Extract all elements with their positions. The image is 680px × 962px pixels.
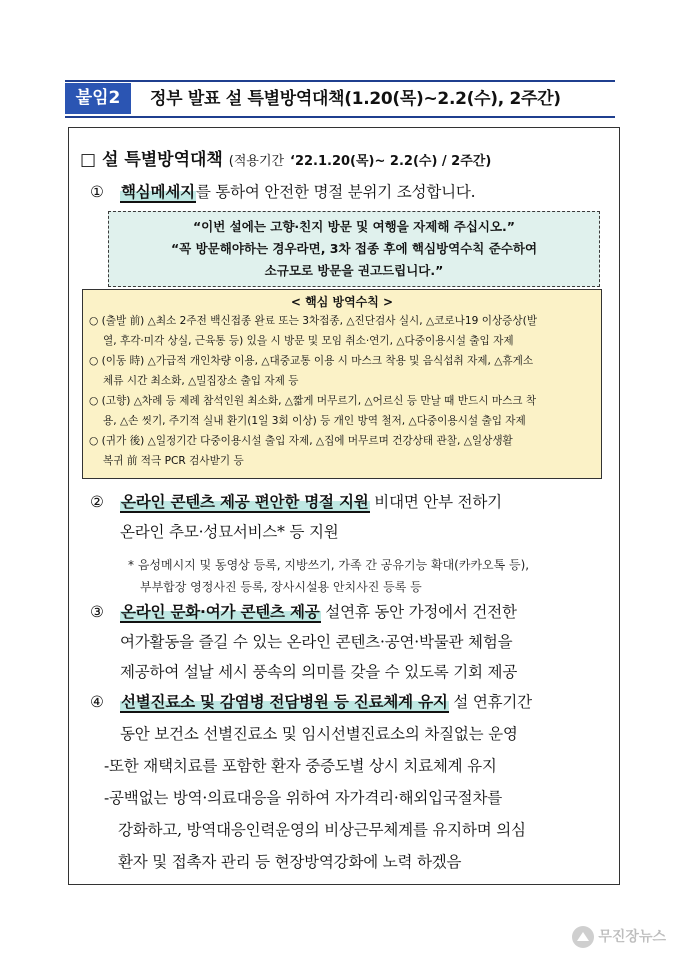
item-4-cont-2: -또한 재택치료를 포함한 환자 중증도별 상시 치료체계 유지 [104,757,497,775]
rule-travel-cont: 체류 시간 최소화, △밀집장소 출입 자제 등 [103,375,299,387]
quote-line-2: “꼭 방문해야하는 경우라면, 3차 접종 후에 핵심방역수칙 준수하여 [170,241,538,256]
attachment-badge: 붙임2 [65,83,131,114]
item-3-cont-2: 제공하여 설날 세시 풍속의 의미를 갖을 수 있도록 기회 제공 [120,663,518,681]
item-number: ④ [90,693,104,711]
rule-hometown: ○ (고향) △차례 등 제례 참석인원 최소화, △짧게 머무르기, △어르신 등 만날 때 반드시 마스크 착 [89,395,537,407]
rule-hometown-cont: 용, △손 씻기, 주기적 실내 환기(1일 3회 이상) 등 개인 방역 철저, △다중이용시설 출입 자제 [103,415,526,427]
item-2-footnote-2: 부부합장 영정사진 등록, 장사시설용 안치사진 등록 등 [140,580,422,594]
mountain-logo-icon [572,926,594,948]
item-4-cont-1: 동안 보건소 선별진료소 및 임시선별진료소의 차질없는 운영 [120,725,518,743]
rule-departure: ○ (출발 前) △최소 2주전 백신접종 완료 또는 3차접종, △진단검사 실시, △코로나19 이상증상(발 [89,315,538,327]
item-3 [90,600,517,622]
item-highlight: 온라인 콘텐츠 제공 편안한 명절 지원 [121,493,369,511]
item-2 [90,490,502,512]
item-2-footnote-1: * 음성메시지 및 동영상 등록, 지방쓰기, 가족 간 공유기능 확대(카카오톡 등), [128,558,530,572]
rules-title: < 핵심 방역수칙 > [290,295,394,309]
item-number: ② [90,493,104,511]
item-3-cont-1: 여가활동을 즐길 수 있는 온라인 콘텐츠·공연·박물관 체험을 [120,633,513,651]
key-message-box [108,211,600,287]
watermark [572,926,666,948]
item-text: 설 연휴기간 [448,693,532,711]
header-rule-bottom [65,116,615,118]
section-title [80,145,491,170]
item-4-cont-5: 환자 및 접촉자 관리 등 현장방역강화에 노력 하겠음 [118,853,462,871]
item-4-cont-4: 강화하고, 방역대응인력운영의 비상근무체계를 유지하며 의심 [118,821,526,839]
item-highlight: 선별진료소 및 감염병 전담병원 등 진료체계 유지 [121,693,448,711]
period-label: (적용기간 [228,154,285,169]
item-highlight: 핵심메세지 [121,183,195,201]
header-rule-top [65,80,615,82]
item-4-cont-3: -공백없는 방역·의료대응을 위하여 자가격리·해외입국절차를 [104,789,502,807]
core-rules-box [82,289,602,479]
item-text: 를 통하여 안전한 명절 분위기 조성합니다. [195,183,476,201]
section-title-text: 설 특별방역대책 [101,150,223,170]
item-number: ③ [90,603,104,621]
item-number: ① [90,183,104,201]
page-title: 정부 발표 설 특별방역대책(1.20(목)~2.2(수), 2주간) [150,89,561,109]
item-text: 설연휴 동안 가정에서 건전한 [320,603,517,621]
item-4 [90,690,532,712]
item-text: 비대면 안부 전하기 [369,493,502,511]
item-highlight: 온라인 문화·여가 콘텐츠 제공 [121,603,320,621]
period-value: ‘22.1.20(목)~ 2.2(수) / 2주간) [290,154,492,169]
item-1 [90,180,475,202]
rule-return-cont: 복귀 前 적극 PCR 검사받기 등 [103,455,244,467]
rule-travel: ○ (이동 時) △가급적 개인차량 이용, △대중교통 이용 시 마스크 착용 및 음식섭취 자제, △휴게소 [89,355,534,367]
section-marker: □ [80,150,97,170]
watermark-text: 무진장뉴스 [598,929,666,945]
quote-line-1: “이번 설에는 고향·친지 방문 및 여행을 자제해 주십시오.” [192,219,516,234]
rule-departure-cont: 열, 후각·미각 상실, 근육통 등) 있을 시 방문 및 모임 취소·연기, △다중이용시설 출입 자제 [103,335,514,347]
quote-line-3: 소규모로 방문을 권고드립니다.” [264,263,444,278]
item-2-cont: 온라인 추모·성묘서비스* 등 지원 [120,523,339,541]
rule-return: ○ (귀가 後) △일정기간 다중이용시설 출입 자제, △집에 머무르며 건강상태 관찰, △일상생활 [89,435,513,447]
